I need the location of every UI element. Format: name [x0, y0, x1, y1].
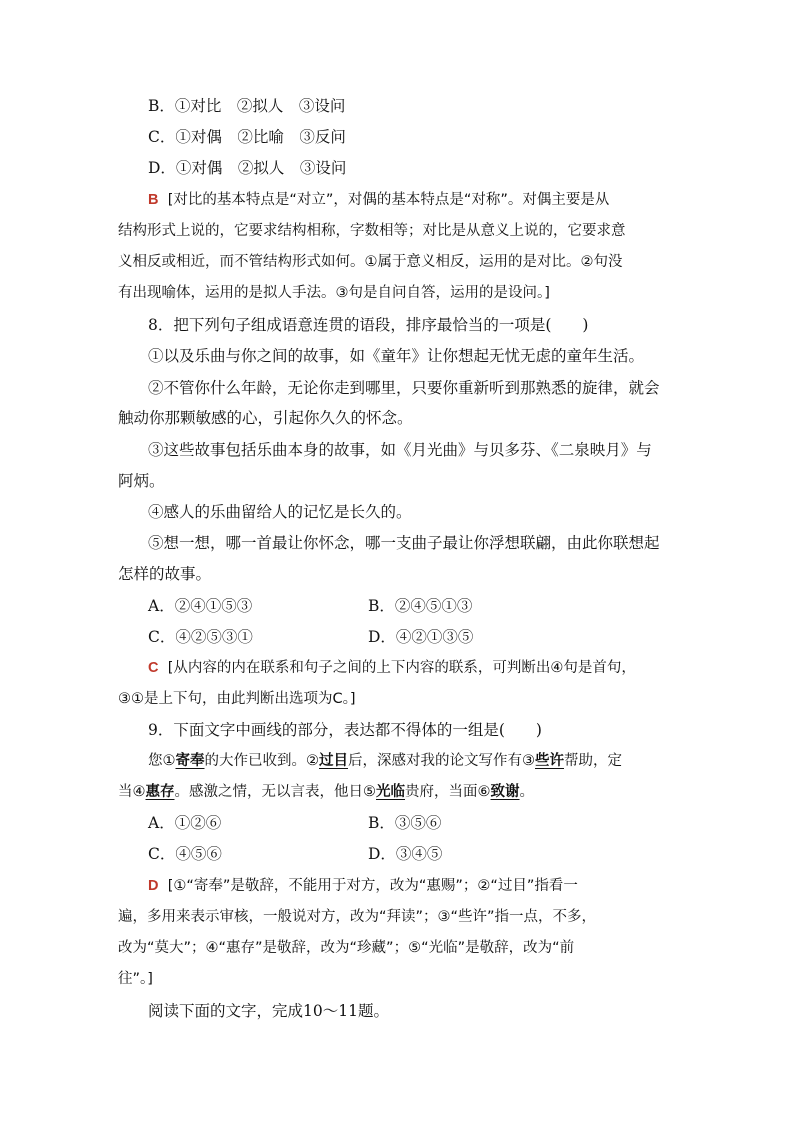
q7-explanation-line-4: 有出现喻体，运用的是拟人手法。③句是自问自答，运用的是设问。] — [118, 285, 550, 301]
q8-explanation-line-2: ③①是上下句，由此判断出选项为C。] — [118, 691, 356, 707]
q8-answer: C — [148, 660, 159, 676]
q9-underline-2: 过目 — [319, 753, 348, 769]
q8-sentence-3a: ③这些故事包括乐曲本身的故事，如《月光曲》与贝多芬、《二泉映月》与 — [148, 441, 652, 459]
q9-answer: D — [148, 878, 159, 894]
q7-explanation-line-3: 义相反或相近，而不管结构形式如何。①属于意义相反，运用的是对比。②句没 — [118, 254, 623, 270]
q8-explanation-line-1: C [从内容的内在联系和句子之间的上下内容的联系，可判断出④句是首句， — [148, 660, 636, 676]
q9-underline-1: 寄奉 — [175, 753, 205, 769]
q9-underline-4: 惠存 — [145, 784, 175, 800]
q9-stem: 9．下面文字中画线的部分，表达都不得体的一组是( ) — [148, 721, 542, 739]
q9-explanation-line-4: 往”。] — [118, 971, 153, 987]
q9-option-c: C．④⑤⑥ — [148, 845, 222, 863]
q8-option-c: C．④②⑤③① — [148, 628, 253, 646]
q8-sentence-2b: 触动你那颗敏感的心，引起你久久的怀念。 — [118, 409, 413, 427]
q7-option-d: D．①对偶 ②拟人 ③设问 — [148, 159, 347, 177]
q9-explanation-line-2: 遍，多用来表示审核，一般说对方，改为“拜读”；③“些许”指一点，不多， — [118, 909, 597, 925]
reading-instruction: 阅读下面的文字，完成10～11题。 — [148, 1002, 389, 1020]
q9-underline-3: 些许 — [535, 753, 564, 769]
q7-explanation-line-2: 结构形式上说的，它要求结构相称，字数相等；对比是从意义上说的，它要求意 — [118, 223, 626, 239]
q8-option-a: A．②④①⑤③ — [148, 597, 253, 615]
q9-option-d: D．③④⑤ — [368, 845, 443, 863]
q8-sentence-4: ④感人的乐曲留给人的记忆是长久的。 — [148, 503, 412, 521]
q8-stem: 8．把下列句子组成语意连贯的语段，排序最恰当的一项是( ) — [148, 316, 589, 334]
q7-option-c: C．①对偶 ②比喻 ③反问 — [148, 128, 346, 146]
q8-option-b: B．②④⑤①③ — [368, 597, 473, 615]
q7-explanation-line-1: B [对比的基本特点是“对立”，对偶的基本特点是“对称”。对偶主要是从 — [148, 192, 610, 208]
q8-sentence-5a: ⑤想一想，哪一首最让你怀念，哪一支曲子最让你浮想联翩，由此你联想起 — [148, 534, 660, 552]
q8-sentence-5b: 怎样的故事。 — [118, 565, 212, 583]
q7-answer: B — [148, 192, 159, 208]
q9-underline-5: 光临 — [376, 784, 405, 800]
q7-option-b: B．①对比 ②拟人 ③设问 — [148, 97, 346, 115]
q8-option-d: D．④②①③⑤ — [368, 628, 474, 646]
q9-option-b: B．③⑤⑥ — [368, 814, 442, 832]
q9-explanation-line-3: 改为“莫大”；④“惠存”是敬辞，改为“珍藏”；⑤“光临”是敬辞，改为“前 — [118, 940, 575, 956]
q8-sentence-3b: 阿炳。 — [118, 472, 165, 490]
q9-underline-6: 致谢 — [490, 784, 520, 800]
q9-passage-line-2: 当④惠存。感激之情，无以言表，他日⑤光临贵府，当面⑥致谢。 — [118, 784, 534, 800]
q9-passage-line-1: 您①寄奉的大作已收到。②过目后，深感对我的论文写作有③些许帮助，定 — [148, 753, 622, 769]
q8-sentence-1: ①以及乐曲与你之间的故事，如《童年》让你想起无忧无虑的童年生活。 — [148, 347, 645, 365]
q9-option-a: A．①②⑥ — [148, 814, 222, 832]
q8-sentence-2a: ②不管你什么年龄，无论你走到哪里，只要你重新听到那熟悉的旋律，就会 — [148, 379, 660, 397]
q9-explanation-line-1: D [①“寄奉”是敬辞，不能用于对方，改为“惠赐”；②“过目”指看一 — [148, 878, 578, 894]
